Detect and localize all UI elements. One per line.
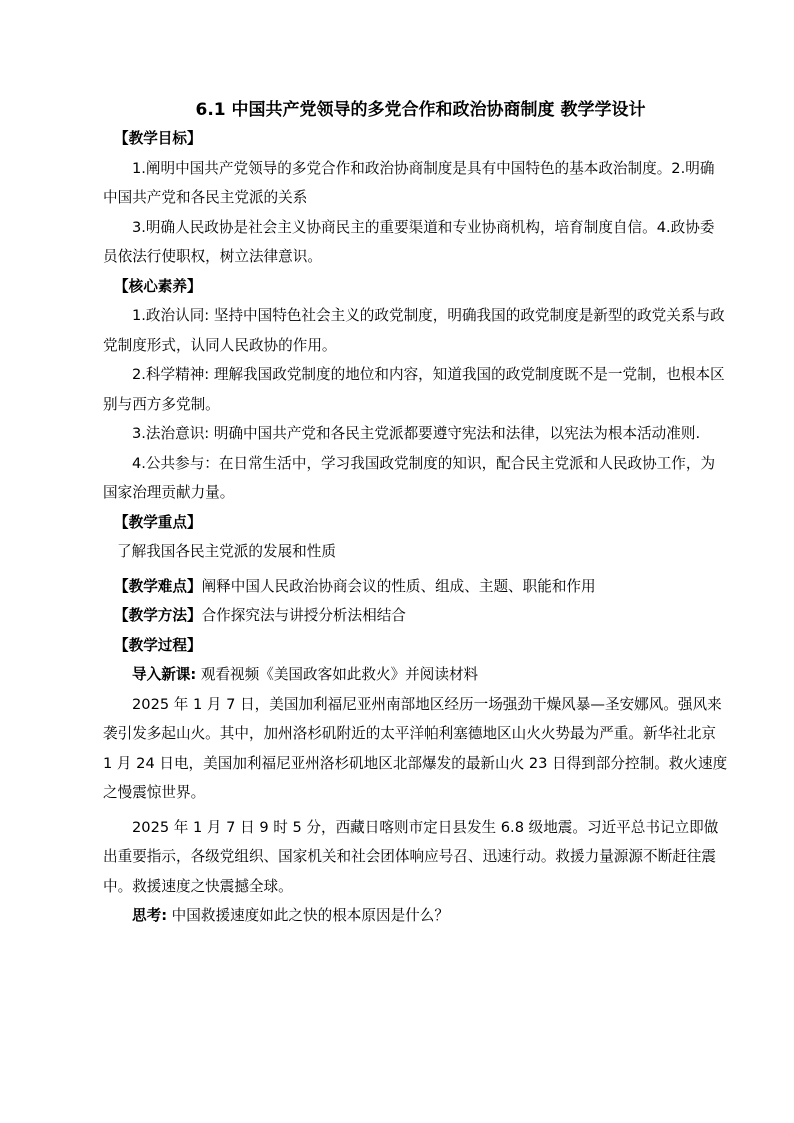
think-line (103, 901, 728, 931)
key-text: 了解我国各民主党派的发展和性质 (117, 543, 336, 560)
heading-key: 【教学重点】 (114, 513, 202, 531)
core-3: 3.法治意识: 明确中国共产党和各民主党派都要遵守宪法和法律，以宪法为根本活动准则. (132, 425, 701, 442)
difficulty-text: 阐释中国人民政治协商会议的性质、组成、主题、职能和作用 (201, 577, 596, 595)
heading-process: 【教学过程】 (114, 636, 202, 654)
material-paragraph-1: 2025 年 1 月 7 日，美国加利福尼亚州南部地区经历一场强劲干燥风暴—圣安娜风。强风来袭引发多起山火。其中，加州洛杉矶附近的太平洋帕利塞德地区山火火势最为严重。新华社北京 1 月 24 日电，美国加利福尼亚州洛杉矶地区北部爆发的最新山火 23 日得到部分控制。救火速度之慢震惊世界。 (103, 695, 728, 801)
method-line (103, 601, 728, 631)
intro-text: 观看视频《美国政客如此救火》并阅读材料 (196, 666, 479, 683)
think-text: 中国救援速度如此之快的根本原因是什么？ (167, 907, 449, 924)
core-2: 2.科学精神: 理解我国政党制度的地位和内容，知道我国的政党制度既不是一党制，也根本区别与西方多党制。 (103, 366, 725, 413)
objective-2: 3.明确人民政协是社会主义协商民主的重要渠道和专业协商机构，培育制度自信。4.政协委员依法行使职权，树立法律意识。 (103, 218, 715, 265)
intro-label: 导入新课: (132, 666, 197, 683)
difficulty-line (103, 572, 728, 602)
think-label: 思考: (132, 907, 168, 924)
intro-line (103, 660, 728, 690)
heading-core: 【核心素养】 (114, 277, 202, 295)
core-1: 1.政治认同: 坚持中国特色社会主义的政党制度，明确我国的政党制度是新型的政党关系与政党制度形式，认同人民政协的作用。 (103, 307, 725, 354)
objective-1: 1.阐明中国共产党领导的多党合作和政治协商制度是具有中国特色的基本政治制度。2.明确中国共产党和各民主党派的关系 (103, 159, 715, 206)
document-title: 6.1 中国共产党领导的多党合作和政治协商制度 教学学设计 (195, 100, 646, 120)
heading-difficulty: 【教学难点】 (114, 577, 202, 595)
core-4: 4.公共参与：在日常生活中，学习我国政党制度的知识，配合民主党派和人民政协工作，为国家治理贡献力量。 (103, 454, 716, 501)
material-paragraph-2: 2025 年 1 月 7 日 9 时 5 分，西藏日喀则市定日县发生 6.8 级地震。习近平总书记立即做出重要指示，各级党组织、国家机关和社会团体响应号召、迅速行动。救援力量源源不断赶往震中。救援速度之快震撼全球。 (103, 818, 719, 895)
document-page (103, 96, 728, 931)
heading-objectives: 【教学目标】 (114, 130, 202, 147)
heading-method: 【教学方法】 (114, 607, 202, 624)
method-text: 合作探究法与讲授分析法相结合 (201, 607, 406, 624)
